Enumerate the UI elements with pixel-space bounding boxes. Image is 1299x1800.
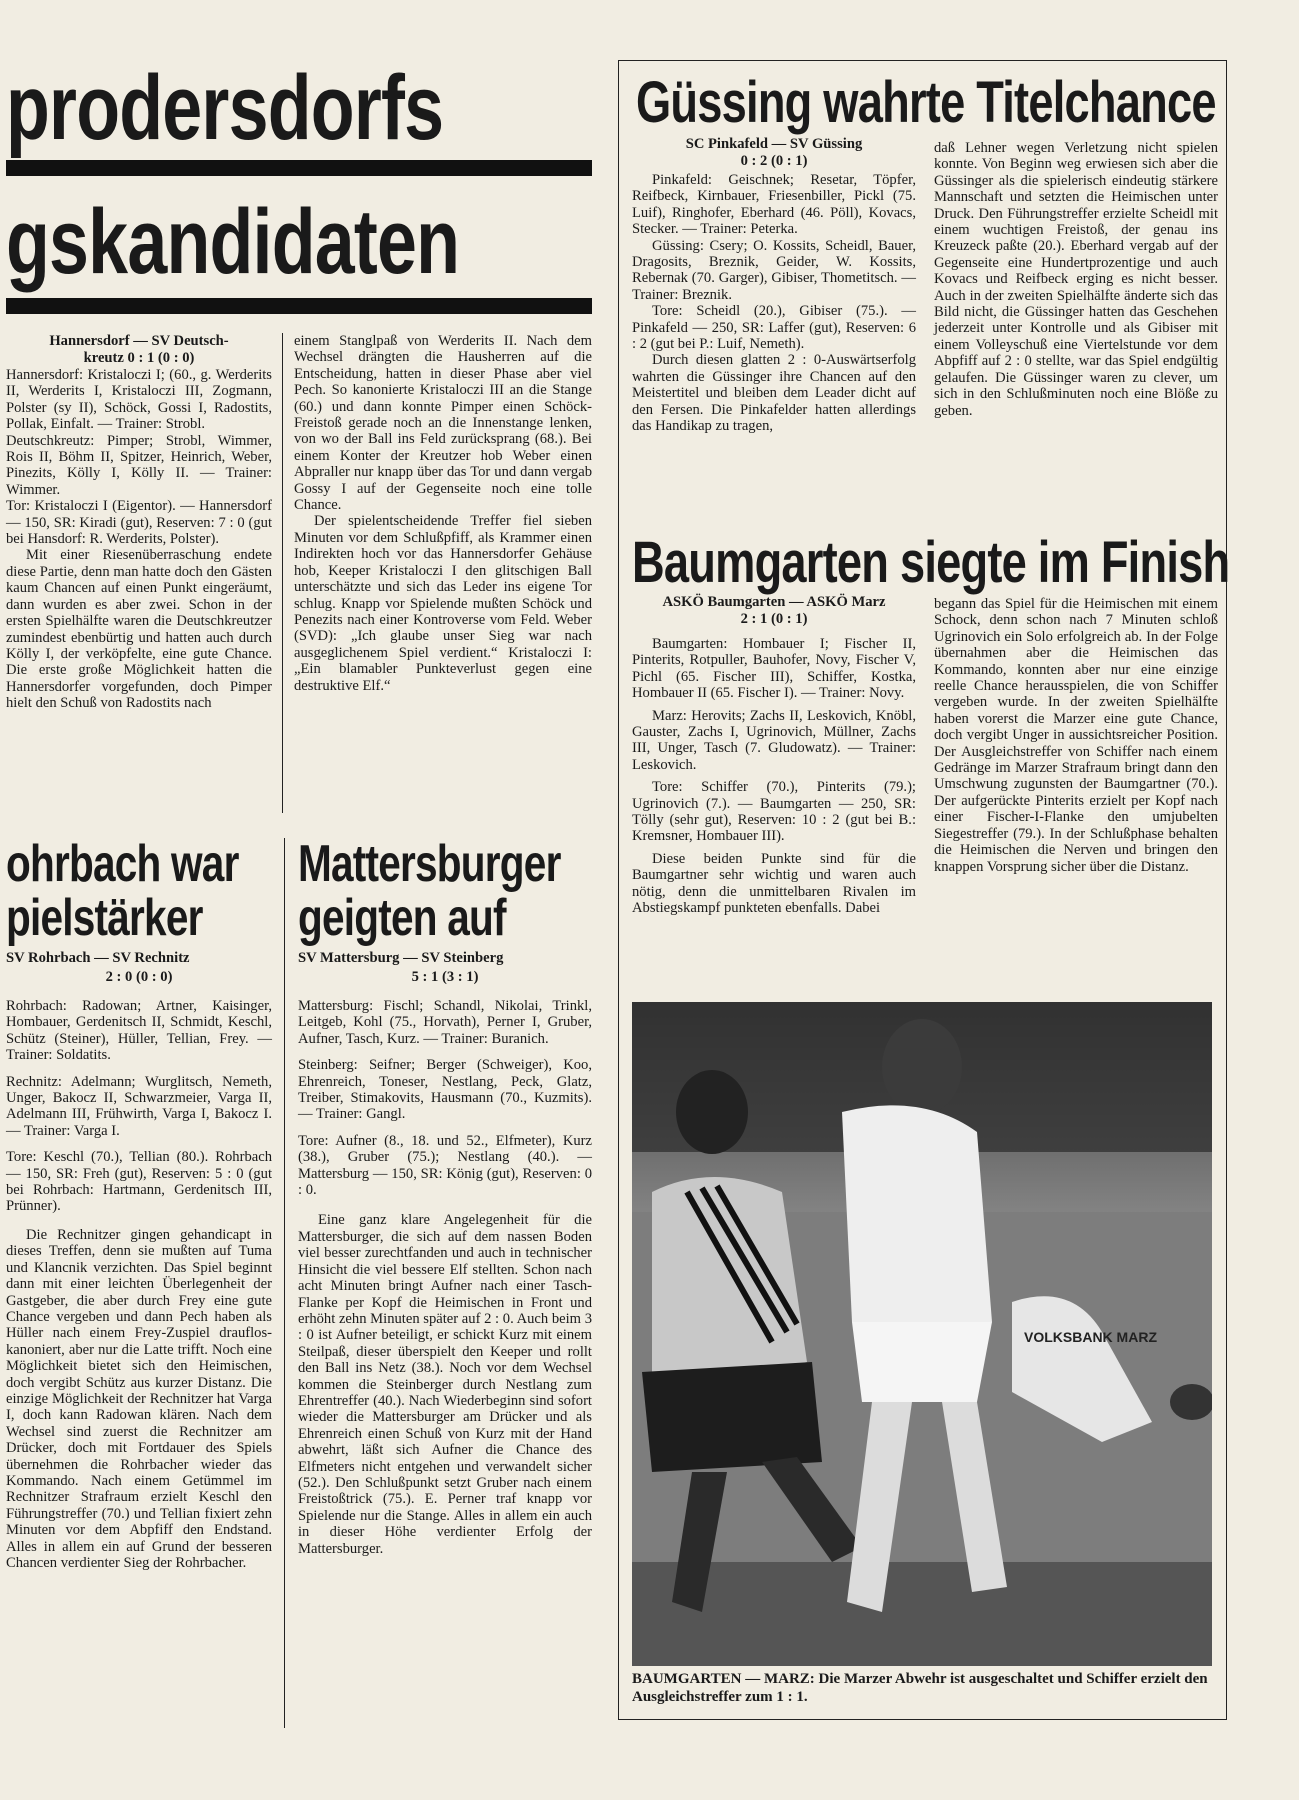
jersey-text: VOLKSBANK MARZ — [1024, 1329, 1157, 1345]
photo-caption: BAUMGARTEN — MARZ: Die Marzer Abwehr ist ausgeschaltet und Schiffer erzielt den Ausgleichstreffer zum 1 : 1. — [632, 1671, 1208, 1705]
match-title-pinkafeld: SC Pinkafeld — SV Güssing — [685, 136, 863, 152]
goals-hannersdorf-match: Tor: Kristaloczi I (Eigentor). — Hannersdorf — 150, SR: Kiradi (gut), Reserven: 7 : 0 (gut bei Hansdorf: R. Werderits, Polster). — [6, 498, 272, 548]
photo-football-scene — [632, 1002, 1212, 1666]
match-score-baumgarten: 2 : 1 (0 : 1) — [740, 611, 808, 627]
lineup-mattersburg: Mattersburg: Fischl; Schandl, Nikolai, Trinkl, Leitgeb, Kohl (75., Horvath), Perner I, Gruber, Aufner, Tasch, Kurz. — Trainer: Buranich. — [298, 998, 592, 1047]
left-article-col2 — [294, 333, 592, 694]
lineup-guessing: Güssing: Csery; O. Kossits, Scheidl, Bauer, Dragosits, Breznik, Geider, W. Kossits, Rebernak (70. Garger), Gibiser, Thometitsch. — Trainer: Breznik. — [632, 237, 916, 303]
report-baumgarten-part2: begann das Spiel für die Heimischen mit einem Schock, denn schon nach 7 Minuten schloß Ugrinovich ein Solo erfolgreich ab. In der Folge übernahmen aber die Heimischen das Kommando, konnten aber nur eine einzige reelle Chance herausspielen, die von Schiffer vergeben wurde. In der zweiten Spielhälfte haben vorerst die Marzer eine gute Chance, doch vergibt Unger in aussichtsreicher Position. Der Ausgleichstreffer von Schiffer nach einem Gedränge im Marzer Strafraum bringt dann den Umschwung zugunsten der Baumgartner (70.). Der aufgerückte Pinterits erzielt per Kopf nach einer Fischer-I-Flanke den umjubelten Siegestreffer (79.). In der Schlußphase behalten die Heimischen die Nerven und bringen den knappen Vorsprung sicher über die Distanz. — [934, 596, 1218, 875]
player-center-head — [882, 1019, 962, 1115]
column-divider — [282, 333, 283, 813]
match-score-rohrbach: 2 : 0 (0 : 0) — [105, 969, 173, 985]
lineup-rechnitz: Rechnitz: Adelmann; Wurglitsch, Nemeth, Unger, Bakocz II, Schwarzmeier, Varga II, Adelmann III, Frühwirth, Varga I, Bakocz I. — Trainer: Varga I. — [6, 1073, 272, 1139]
left-article-col1 — [6, 333, 272, 712]
player-center-body — [842, 1105, 992, 1332]
headline-rule-2 — [6, 298, 592, 314]
player-left-head — [676, 1070, 748, 1154]
section-divider-left — [284, 838, 285, 1728]
guessing-article-col1 — [632, 136, 916, 435]
match-score-pinkafeld: 0 : 2 (0 : 1) — [740, 153, 808, 169]
headline-rule-1 — [6, 160, 592, 176]
lineup-pinkafeld: Pinkafeld: Geischnek; Resetar, Töpfer, Reifbeck, Kirnbauer, Friesenbiller, Pickl (75. Luif), Ringhofer, Eberhard (46. Pöll), Kovacs, Stecker. — Trainer: Peterka. — [632, 172, 916, 238]
report-mattersburg: Eine ganz klare Angelegenheit für die Mattersburger, die sich auf dem nassen Boden viel besser zurechtfanden und auch in technischer Hinsicht die viel bessere Elf stellten. Schon nach acht Minuten bringt Aufner nach einer Tasch-Flanke per Kopf die Heimischen in Front und erhöht zehn Minuten später auf 2 : 0. Auch beim 3 : 0 ist Aufner beteiligt, er schickt Kurz mit einem Steilpaß, dieser überspielt den Keeper und rollt den Ball ins Netz (38.). Noch vor dem Wechsel kommen die Steinberger durch Nestlang zum Ehrentreffer (40.). Nach Wiederbeginn sind sofort wieder die Mattersburger am Drücker und als Ehrenreich einen Schuß von Kurz mit der Hand abwehrt, läßt sich Aufner die Chance des Elfmeters nicht entgehen und verwandelt sicher (52.). Den Schlußpunkt setzt Gruber nach einem Freistoßtrick (75.). E. Perner traf knapp vor Spielende nur die Stange. Alles in allem ein auch in dieser Höhe verdienter Erfolg der Mattersburger. — [298, 1212, 592, 1557]
report-hannersdorf-part3: Der spielentscheidende Treffer fiel sieben Minuten vor dem Schlußpfiff, als Krammer einen Indirekten hoch vor das Hannersdorfer Gehäuse hob, Keeper Kristaloczi I den glitschigen Ball unterschätzte und sich das Leder ins eigene Tor schlug. Knapp vor Spielende mußten Schöck und Penezits nach einer Kontroverse vom Feld. Weber (SVD): „Ich glaube unser Sieg war nach ausgeglichenem Spiel verdient.“ Kristaloczi I: „Ein blamabler Punkteverlust gegen eine destruktive Elf.“ — [294, 513, 592, 694]
headline-spielstaerker: pielstärker — [6, 889, 203, 947]
report-guessing-part1: Durch diesen glatten 2 : 0-Auswärtserfolg wahrten die Güssinger ihre Chancen auf den Meistertitel und bleiben dem Leader dicht auf den Fersen. Die Pinkafelder hatten allerdings das Handikap zu tragen, — [632, 352, 916, 435]
mattersburg-article — [298, 950, 592, 1557]
headline-rohrbach: ohrbach war — [6, 835, 239, 893]
match-score-mattersburg: 5 : 1 (3 : 1) — [411, 969, 479, 985]
lineup-marz: Marz: Herovits; Zachs II, Leskovich, Knöbl, Gauster, Zachs I, Ugrinovich, Müllner, Zachs III, Unger, Tasch (7. Gludowatz). — Trainer: Leskovich. — [632, 707, 916, 773]
goals-baumgarten: Tore: Schiffer (70.), Pinterits (79.); Ugrinovich (7.). — Baumgarten — 250, SR: Tölly (sehr gut), Reserven: 10 : 2 (gut bei B.: Kremsner, Hombauer III). — [632, 779, 916, 845]
headline-gskandidaten: gskandidaten — [6, 191, 460, 293]
player-center-shorts — [852, 1322, 992, 1402]
lineup-hannersdorf: Hannersdorf: Kristaloczi I; (60., g. Werderits II, Werderits I, Kristaloczi III, Zogmann, Polster (sy II), Schöck, Gossi I, Radostits, Pollak, Einfalt. — Trainer: Strobl. — [6, 367, 272, 433]
baumgarten-article-col2 — [934, 596, 1218, 875]
lineup-baumgarten: Baumgarten: Hombauer I; Fischer II, Pinterits, Rotpuller, Bauhofer, Novy, Fischer V, Pichl (65. Fischer III), Schiffer, Kostka, Hombauer II (65. Fischer I). — Trainer: Novy. — [632, 636, 916, 702]
guessing-article-col2 — [934, 140, 1218, 419]
lineup-rohrbach: Rohrbach: Radowan; Artner, Kaisinger, Hombauer, Gerdenitsch II, Schmidt, Keschl, Schütz (Steiner), Hüller, Tellian, Frey. — Trainer: Soldatits. — [6, 998, 272, 1064]
rohrbach-article — [6, 950, 272, 1571]
report-baumgarten-part1: Diese beiden Punkte sind für die Baumgartner sehr wichtig und waren auch nötig, denn die unmittelbaren Rivalen im Abstiegskampf punkteten ebenfalls. Dabei — [632, 850, 916, 917]
headline-baumgarten: Baumgarten siegte im Finish — [632, 530, 1230, 595]
lineup-deutschkreutz: Deutschkreutz: Pimper; Strobl, Wimmer, Rois II, Böhm II, Spitzer, Heinrich, Weber, Pinezits, Kölly I, Kölly II. — Trainer: Wimmer. — [6, 432, 272, 498]
match-title-rohrbach: SV Rohrbach — SV Rechnitz — [6, 950, 190, 966]
player-left-shorts — [642, 1362, 822, 1472]
match-title-hannersdorf: Hannersdorf — SV Deutsch- — [49, 333, 229, 349]
headline-mattersburger: Mattersburger — [298, 835, 561, 893]
goals-mattersburg: Tore: Aufner (8., 18. und 52., Elfmeter), Kurz (38.), Gruber (75.); Nestlang (40.). — Mattersburg — 150, SR: König (gut), Reserven: 0 : 0. — [298, 1132, 592, 1199]
headline-prodersdorfs: prodersdorfs — [6, 57, 444, 159]
report-guessing-part2: daß Lehner wegen Verletzung nicht spielen konnte. Von Beginn weg erwiesen sich aber die Güssinger als die spielerisch eindeutig stärkere Mannschaft und setzten die Heimischen unter Druck. Den Führungstreffer erzielte Scheidl mit einem wuchtigen Freistoß, der genau ins Kreuzeck paßte (20.). Eberhard vergab auf der Gegenseite eine Hundertprozentige und auch Kovacs und Reifbeck erging es nicht besser. Auch in der zweiten Spielhälfte änderte sich das Bild nicht, die Güssinger hatten das Geschehen jederzeit unter Kontrolle und als Gibiser mit einem Volleyschuß eine Viertelstunde vor dem Abpfiff auf 2 : 0 stellte, war das Spiel endgültig gelaufen. Die Güssinger waren zu clever, um sich in den Schlußminuten noch eine Blöße zu geben. — [934, 140, 1218, 419]
report-hannersdorf-part1: Mit einer Riesenüberraschung endete diese Partie, denn man hatte doch den Gästen kaum Chancen auf einen Punkt eingeräumt, dann wurden es aber zwei. Schon in der ersten Spielhälfte waren die Deutschkreutzer zumindest ebenbürtig und hatten auch durch Kölly I, der verköpfelte, eine gute Chance. Die erste große Möglichkeit hatten die Hannersdorfer vorgefunden, doch Pimper hielt den Schuß von Radostits nach — [6, 547, 272, 712]
baumgarten-article-col1 — [632, 594, 916, 917]
goals-rohrbach: Tore: Keschl (70.), Tellian (80.). Rohrbach — 150, SR: Freh (gut), Reserven: 5 : 0 (gut bei Rohrbach: Hartmann, Gerdenitsch III, Prünner). — [6, 1149, 272, 1215]
player-fallen-head — [1170, 1384, 1212, 1420]
report-hannersdorf-part2: einem Stanglpaß von Werderits II. Nach dem Wechsel drängten die Hausherren auf die Entscheidung, hatten in dieser Phase aber viel Pech. So kanonierte Kristaloczi III an die Stange (60.) und dann konnte Pimper einen Schöck-Freistoß gerade noch an die Innenstange lenken, von wo der Ball ins Feld zurücksprang (68.). Bei einem Konter der Kreutzer hob Weber einen Abpraller nur knapp über das Tor und dann vergab Gossy I auf der Gegenseite noch eine tolle Chance. — [294, 333, 592, 514]
match-photo — [632, 1002, 1212, 1666]
report-rohrbach: Die Rechnitzer gingen gehandicapt in dieses Treffen, denn sie mußten auf Tuma und Klancnik verzichten. Das Spiel beginnt dann mit einer leichten Überlegenheit der Gastgeber, die aber durch Frey eine gute Chance vergeben und dann Pech haben als Hüller nach einem Frey-Zuspiel drauflos-kanoniert, aber nur die Latte trifft. Noch eine Möglichkeit bietet sich den Heimischen, doch vergibt Schütz aus kurzer Distanz. Die einzige Möglichkeit der Rechnitzer hat Varga I, doch kann Radowan klären. Nach dem Wechsel sind zuerst die Rechnitzer am Drücker, doch mit Fortdauer des Spiels übernehmen die Rohrbacher wieder das Kommando. Nach einem Getümmel im Rechnitzer Strafraum erzielt Keschl den Führungstreffer (70.) und Tellian fixiert zehn Minuten vor dem Abpfiff den Endstand. Alles in allem ein auf Grund der besseren Chancen verdienter Sieg der Rohrbacher. — [6, 1226, 272, 1571]
headline-guessing: Güssing wahrte Titelchance — [636, 70, 1216, 135]
goals-pinkafeld: Tore: Scheidl (20.), Gibiser (75.). — Pinkafeld — 250, SR: Laffer (gut), Reserven: 6 : 2 (gut bei P.: Luif, Nemeth). — [632, 303, 916, 353]
lineup-steinberg: Steinberg: Seifner; Berger (Schweiger), Koo, Ehrenreich, Toneser, Nestlang, Peck, Glatz, Treiber, Stimakovits, Hausmann (70., Kuzmits). — Trainer: Gangl. — [298, 1057, 592, 1123]
headline-geigten-auf: geigten auf — [298, 889, 506, 947]
match-title-mattersburg: SV Mattersburg — SV Steinberg — [298, 950, 504, 966]
photo-pitch-dark — [632, 1562, 1212, 1666]
match-title-baumgarten: ASKÖ Baumgarten — ASKÖ Marz — [662, 594, 886, 610]
match-score-hannersdorf: kreutz 0 : 1 (0 : 0) — [83, 350, 195, 366]
